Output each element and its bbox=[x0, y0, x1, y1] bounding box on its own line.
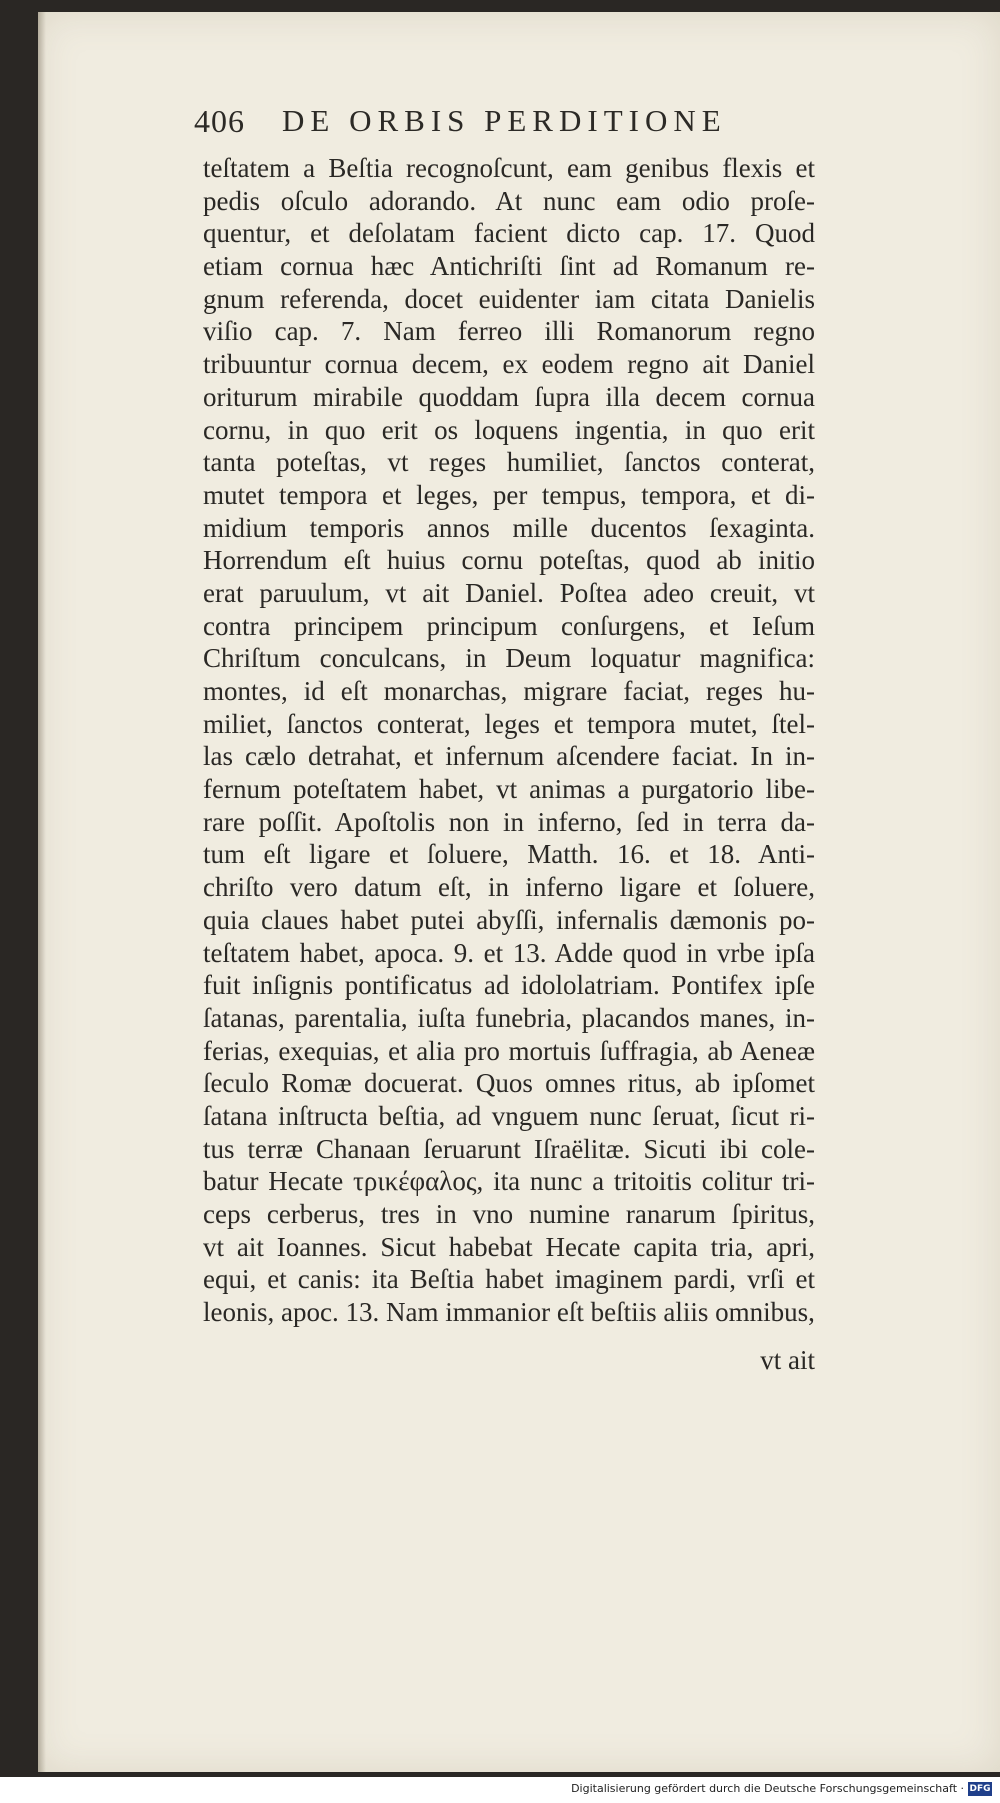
text-line: contra principem principum conſurgens, et Ieſum bbox=[203, 610, 815, 641]
text-line: Chriſtum conculcans, in Deum loquatur magnifica: bbox=[203, 643, 815, 674]
text-line: erat paruulum, vt ait Daniel. Poſtea adeo creuit, vt bbox=[203, 577, 815, 608]
text-line: equi, et canis: ita Beſtia habet imaginem pardi, vrſi et bbox=[203, 1264, 815, 1295]
running-head: DE ORBIS PERDITIONE bbox=[282, 103, 727, 138]
text-line: fernum poteſtatem habet, vt animas a purgatorio libe- bbox=[203, 774, 815, 805]
text-line: batur Hecate τρικέφαλος, ita nunc a tritoitis colitur tri- bbox=[203, 1166, 815, 1197]
text-line: tanta poteſtas, vt reges humiliet, ſanctos conterat, bbox=[203, 447, 815, 478]
text-line: teſtatem habet, apoca. 9. et 13. Adde quod in vrbe ipſa bbox=[203, 937, 815, 968]
text-line: montes, id eſt monarchas, migrare faciat, reges hu- bbox=[203, 676, 815, 706]
text-line: miliet, ſanctos conterat, leges et tempora mutet, ſtel- bbox=[203, 708, 815, 739]
text-line: mutet tempora et leges, per tempus, tempora, et di- bbox=[203, 479, 815, 510]
body-text bbox=[203, 152, 815, 1329]
page-number: 406 bbox=[194, 103, 245, 139]
text-line: ferias, exequias, et alia pro mortuis ſuffragia, ab Aeneæ bbox=[203, 1035, 815, 1066]
text-line: chriſto vero datum eſt, in inferno ligare et ſoluere, bbox=[203, 872, 815, 903]
text-line: etiam cornua hæc Antichriſti ſint ad Romanum re- bbox=[203, 251, 815, 282]
text-line: cornu, in quo erit os loquens ingentia, in quo erit bbox=[203, 414, 815, 445]
text-line: quentur, et deſolatam facient dicto cap. 17. Quod bbox=[203, 218, 815, 249]
funding-note: Digitalisierung gefördert durch die Deutsche Forschungsgemeinschaft · bbox=[571, 1782, 964, 1795]
dfg-logo-icon: DFG bbox=[969, 1784, 991, 1794]
text-line: gnum referenda, docet euidenter iam citata Danielis bbox=[203, 283, 815, 314]
text-line: viſio cap. 7. Nam ferreo illi Romanorum regno bbox=[203, 316, 815, 347]
catchword: vt ait bbox=[760, 1345, 815, 1375]
text-line: tum eſt ligare et ſoluere, Matth. 16. et 18. Anti- bbox=[203, 839, 815, 870]
text-line: leonis, apoc. 13. Nam immanior eſt beſtiis aliis omnibus, bbox=[203, 1297, 815, 1328]
text-line: tribuuntur cornua decem, ex eodem regno ait Daniel bbox=[203, 349, 815, 380]
text-line: Horrendum eſt huius cornu poteſtas, quod ab initio bbox=[203, 545, 815, 576]
text-line: fuit inſignis pontificatus ad idololatriam. Pontifex ipſe bbox=[203, 970, 815, 1001]
text-line: ſatanas, parentalia, iuſta funebria, placandos manes, in- bbox=[203, 1002, 815, 1033]
text-line: pedis oſculo adorando. At nunc eam odio proſe- bbox=[203, 185, 815, 216]
text-line: rare poſſit. Apoſtolis non in inferno, ſed in terra da- bbox=[203, 806, 815, 837]
text-line: quia claues habet putei abyſſi, infernalis dæmonis po- bbox=[203, 904, 815, 935]
text-line: ceps cerberus, tres in vno numine ranarum ſpiritus, bbox=[203, 1199, 815, 1229]
text-line: ſeculo Romæ docuerat. Quos omnes ritus, ab ipſomet bbox=[203, 1068, 815, 1099]
text-line: teſtatem a Beſtia recognoſcunt, eam genibus flexis et bbox=[203, 153, 815, 183]
footer-bar bbox=[0, 1777, 1000, 1803]
text-line: midium temporis annos mille ducentos ſexaginta. bbox=[203, 512, 815, 543]
text-line: oriturum mirabile quoddam ſupra illa decem cornua bbox=[203, 381, 815, 412]
text-line: las cælo detrahat, et infernum aſcendere faciat. In in- bbox=[203, 741, 815, 772]
page-edge-shadow bbox=[38, 12, 46, 1772]
text-line: tus terræ Chanaan ſeruarunt Iſraëlitæ. Sicuti ibi cole- bbox=[203, 1133, 815, 1164]
text-line: ſatana inſtructa beſtia, ad vnguem nunc ſeruat, ſicut ri- bbox=[203, 1100, 815, 1131]
text-line: vt ait Ioannes. Sicut habebat Hecate capita tria, apri, bbox=[203, 1231, 815, 1262]
page-header bbox=[194, 103, 834, 143]
